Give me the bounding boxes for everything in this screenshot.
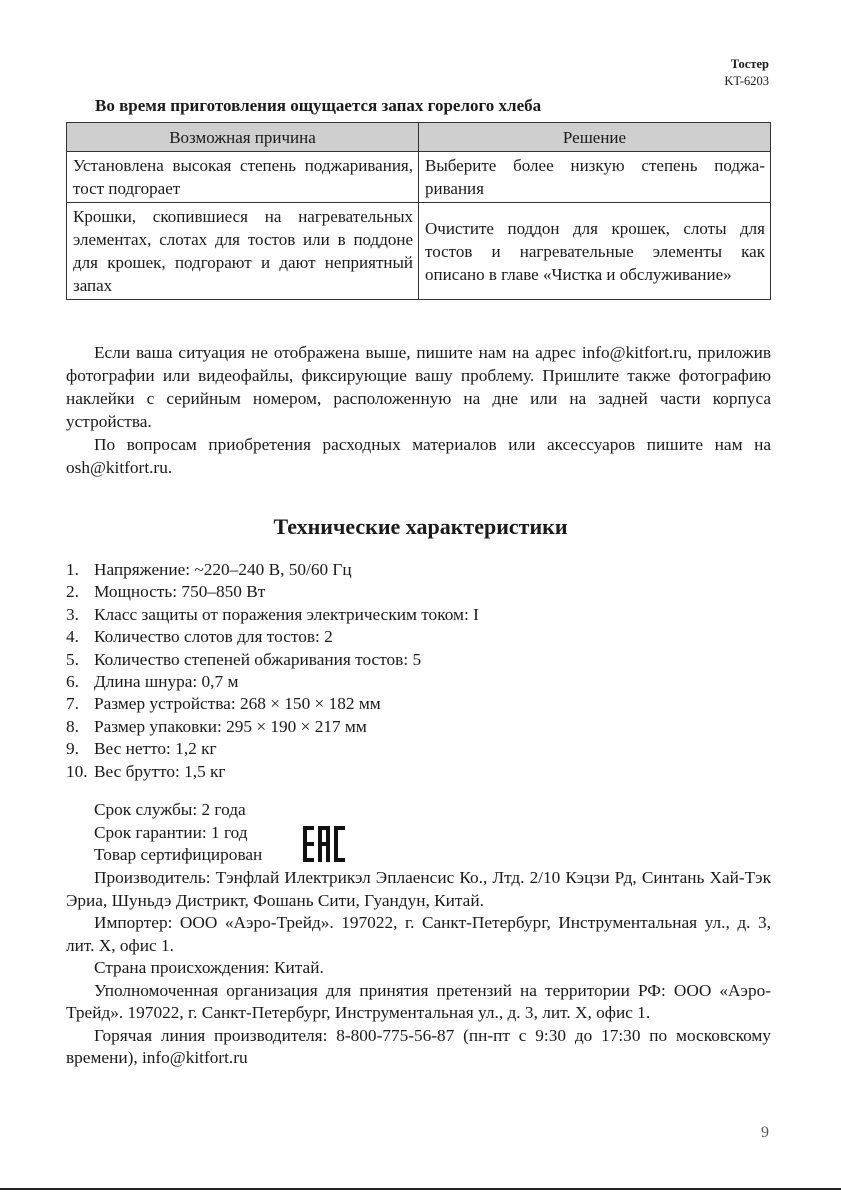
section-title: Во время приготовления ощущается запах горелого хлеба [95, 96, 542, 115]
list-item [66, 716, 479, 738]
list-item-number: 7. [66, 694, 79, 714]
list-item [66, 626, 479, 648]
list-item [66, 581, 479, 603]
column-header-cause: Возможная причина [67, 123, 419, 152]
service-life: Срок службы: 2 года [94, 800, 246, 819]
importer: Импортер: ООО «Аэро-Трейд». 197022, г. Санкт-Петербург, Инструментальная ул., д. 3, лит. Х, офис 1. [66, 913, 771, 955]
accessories-paragraph: По вопросам приобретения расходных материалов или аксессуаров пишите нам на osh@kitfort.ru. [66, 435, 771, 477]
list-item-text: Вес нетто: 1,2 кг [94, 739, 217, 759]
list-item-number: 4. [66, 627, 79, 647]
warranty: Срок гарантии: 1 год [94, 822, 248, 842]
list-item [66, 604, 479, 626]
troubleshooting-table [66, 122, 771, 300]
hotline: Горячая линия производителя: 8-800-775-56-87 (пн-пт с 9:30 до 17:30 по московскому времени), info@kitfort.ru [66, 1025, 771, 1067]
list-item-text: Мощность: 750–850 Вт [94, 582, 266, 602]
header-product: Тостер [730, 57, 769, 71]
tech-specs-title: Технические характеристики [273, 514, 568, 539]
list-item-text: Напряжение: ~220–240 В, 50/60 Гц [94, 560, 352, 579]
list-item-text: Длина шнура: 0,7 м [94, 672, 239, 692]
list-item-number: 10. [66, 761, 88, 781]
list-item-text: Размер упаковки: 295 × 190 × 217 мм [94, 716, 367, 736]
certified: Товар сертифицирован [94, 845, 263, 865]
list-item [66, 559, 479, 581]
list-item [66, 738, 479, 760]
page-number: 9 [761, 1124, 769, 1141]
table-cell-cause: Крошки, скопившиеся на нагревательных элементах, слотах для тостов или в поддоне для крошек, подгорают и дают неприятный запах [67, 203, 419, 300]
header-model: KT-6203 [724, 74, 769, 88]
list-item-text: Количество слотов для тостов: 2 [94, 627, 333, 647]
list-item-text: Класс защиты от поражения электрическим током: I [94, 604, 479, 624]
list-item-number: 2. [66, 582, 79, 602]
manufacturer: Производитель: Тэнфлай Илектрикэл Эплаенсис Ко., Лтд. 2/10 Кэцзи Рд, Синтань Хай-Тэк Эриа, Шуньдэ Дистрикт, Фошань Сити, Гуандун, Китай. [66, 868, 771, 910]
contact-paragraph: Если ваша ситуация не отображена выше, пишите нам на адрес info@kitfort.ru, приложив фотографии или видеофайлы, фиксирующие вашу проблему. Пришлите также фотографию наклейки с серийным номером, расположенную на дне или на задней части корпуса устройства. [66, 343, 771, 431]
table-row [67, 152, 771, 203]
list-item-text: Количество степеней обжаривания тостов: 5 [94, 649, 422, 669]
list-item [66, 693, 479, 715]
specs-list [66, 559, 479, 783]
manufacturer-info [66, 867, 771, 1070]
list-item-number: 1. [66, 560, 79, 579]
table-header-row [67, 123, 771, 152]
list-item-text: Размер устройства: 268 × 150 × 182 мм [94, 694, 381, 714]
eac-mark-icon [303, 826, 345, 862]
country-of-origin: Страна происхождения: Китай. [94, 958, 324, 977]
list-item-number: 3. [66, 604, 79, 624]
list-item-number: 6. [66, 672, 79, 692]
list-item-number: 9. [66, 739, 79, 759]
list-item [66, 761, 479, 783]
bottom-rule [0, 1188, 841, 1190]
list-item [66, 671, 479, 693]
table-cell-solution: Очистите поддон для крошек, слоты для тостов и нагревательные элементы как описано в главе «Чистка и обслуживание» [419, 203, 771, 300]
table-cell-solution: Выберите более низкую степень поджаривания [419, 152, 771, 203]
authorized-organization: Уполномоченная организация для принятия претензий на территории РФ: ООО «Аэро-Трейд». 197022, г. Санкт-Петербург, Инструментальная ул., д. 3, лит. Х, офис 1. [66, 980, 771, 1022]
table-row [67, 203, 771, 300]
contact-text [66, 341, 771, 479]
table-cell-cause: Установлена высокая степень поджаривания, тост подгорает [67, 152, 419, 203]
running-header [724, 56, 769, 90]
service-info [94, 799, 262, 867]
list-item [66, 649, 479, 671]
list-item-number: 8. [66, 716, 79, 736]
list-item-text: Вес брутто: 1,5 кг [94, 761, 226, 781]
column-header-solution: Решение [419, 123, 771, 152]
list-item-number: 5. [66, 649, 79, 669]
